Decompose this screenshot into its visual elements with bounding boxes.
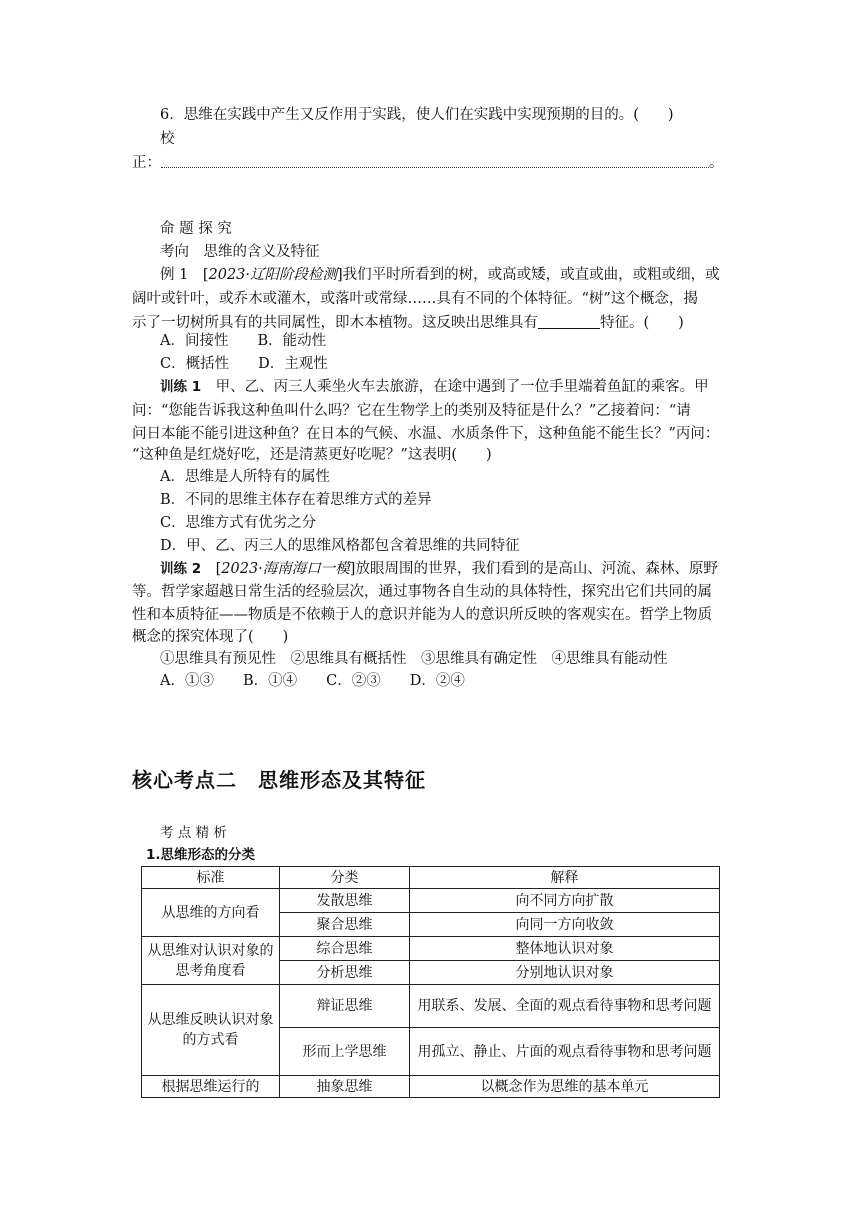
standard-cell: 从思维对认识对象的思考角度看 [142,937,280,985]
standard-cell: 根据思维运行的 [142,1076,280,1098]
example-1-text-1: ]我们平时所看到的树，或高或矮，或直或曲，或粗或细，或 [337,267,720,283]
training-2-line-4: 概念的探究体现了( ) [132,629,289,645]
type-cell: 辩证思维 [280,985,410,1028]
table-subtitle: 1.思维形态的分类 [146,847,256,863]
example-1-line-2: 阔叶或针叶，或乔木或灌木，或落叶或常绿……具有不同的个体特征。“树”这个概念，揭 [132,291,698,307]
table-row [142,1076,720,1098]
correction-label: 正： [132,155,161,171]
type-cell: 分析思维 [280,961,410,985]
explore-header: 命 题 探 究 [160,221,232,237]
correction-label-top: 校 [160,131,175,147]
training-2-bracket: [ [201,561,222,577]
explain-cell: 向同一方向收敛 [410,913,720,937]
thinking-forms-table [141,866,720,1098]
training-1-line-4: “这种鱼是红烧好吃，还是清蒸更好吃呢？”这表明( ) [132,447,492,463]
explain-cell: 以概念作为思维的基本单元 [410,1076,720,1098]
training-2-text-1: ]放眼周围的世界，我们看到的是高山、河流、森林、原野 [349,561,718,577]
table-header-row [142,867,720,889]
section-heading: 核心考点二 思维形态及其特征 [132,768,426,792]
training-1-label: 训练 1 [160,379,202,395]
training-2-line-1 [160,558,718,580]
training-2-source: 2023·海南海口一模 [221,561,350,577]
example-1-options-row-2: C．概括性 D．主观性 [160,356,328,372]
example-1-blank[interactable] [538,313,600,329]
training-2-statements: ①思维具有预见性 ②思维具有概括性 ③思维具有确定性 ④思维具有能动性 [160,651,668,667]
training-2-options: A．①③ B．①④ C．②③ D．②④ [160,673,465,689]
correction-fill-line[interactable] [161,153,709,168]
explore-direction: 考向 思维的含义及特征 [160,244,320,260]
example-1-text-3a: 示了一切树所具有的共同属性，即木本植物。这反映出思维具有 [132,315,538,331]
type-cell: 形而上学思维 [280,1028,410,1076]
table-row [142,937,720,961]
header-standard: 标准 [142,867,280,889]
standard-cell: 从思维的方向看 [142,889,280,937]
header-explain: 解释 [410,867,720,889]
explain-cell: 整体地认识对象 [410,937,720,961]
training-1-line-1 [160,376,709,398]
analysis-header: 考 点 精 析 [160,825,227,841]
training-2-label: 训练 2 [160,561,202,577]
training-1-line-2: 问：“您能告诉我这种鱼叫什么吗？它在生物学上的类别及特征是什么？”乙接着问：“请 [132,403,691,419]
example-1-text-3b: 特征。( ) [600,315,684,331]
type-cell: 综合思维 [280,937,410,961]
example-1-label: 例 1 [ [160,267,209,283]
training-2-line-3: 性和本质特征——物质是不依赖于人的意识并能为人的意识所反映的客观实在。哲学上物质 [132,607,712,623]
example-1-line-1 [160,264,720,286]
explain-cell: 用联系、发展、全面的观点看待事物和思考问题 [410,985,720,1028]
correction-end-mark: 。 [709,155,724,171]
explain-cell: 用孤立、静止、片面的观点看待事物和思考问题 [410,1028,720,1076]
header-type: 分类 [280,867,410,889]
training-2-line-2: 等。哲学家超越日常生活的经验层次，通过事物各自生动的具体特性，探究出它们共同的属 [132,584,712,600]
training-1-option-c: C．思维方式有优劣之分 [160,515,317,531]
table-row [142,985,720,1028]
correction-line[interactable] [132,152,724,174]
table-row [142,889,720,913]
explain-cell: 向不同方向扩散 [410,889,720,913]
type-cell: 发散思维 [280,889,410,913]
explain-cell: 分别地认识对象 [410,961,720,985]
type-cell: 聚合思维 [280,913,410,937]
question-6: 6．思维在实践中产生又反作用于实践，使人们在实践中实现预期的目的。( ) [160,107,674,123]
training-1-text-1: 甲、乙、丙三人乘坐火车去旅游，在途中遇到了一位手里端着鱼缸的乘客。甲 [201,379,709,395]
training-1-option-d: D．甲、乙、丙三人的思维风格都包含着思维的共同特征 [160,538,520,554]
standard-cell: 从思维反映认识对象的方式看 [142,985,280,1076]
training-1-line-3: 问日本能不能引进这种鱼？在日本的气候、水温、水质条件下，这种鱼能不能生长？”丙问： [132,426,720,442]
training-1-option-a: A．思维是人所特有的属性 [160,469,330,485]
training-1-option-b: B．不同的思维主体存在着思维方式的差异 [160,492,432,508]
example-1-source: 2023·辽阳阶段检测 [208,267,338,283]
example-1-options-row-1: A．间接性 B．能动性 [160,333,327,349]
type-cell: 抽象思维 [280,1076,410,1098]
